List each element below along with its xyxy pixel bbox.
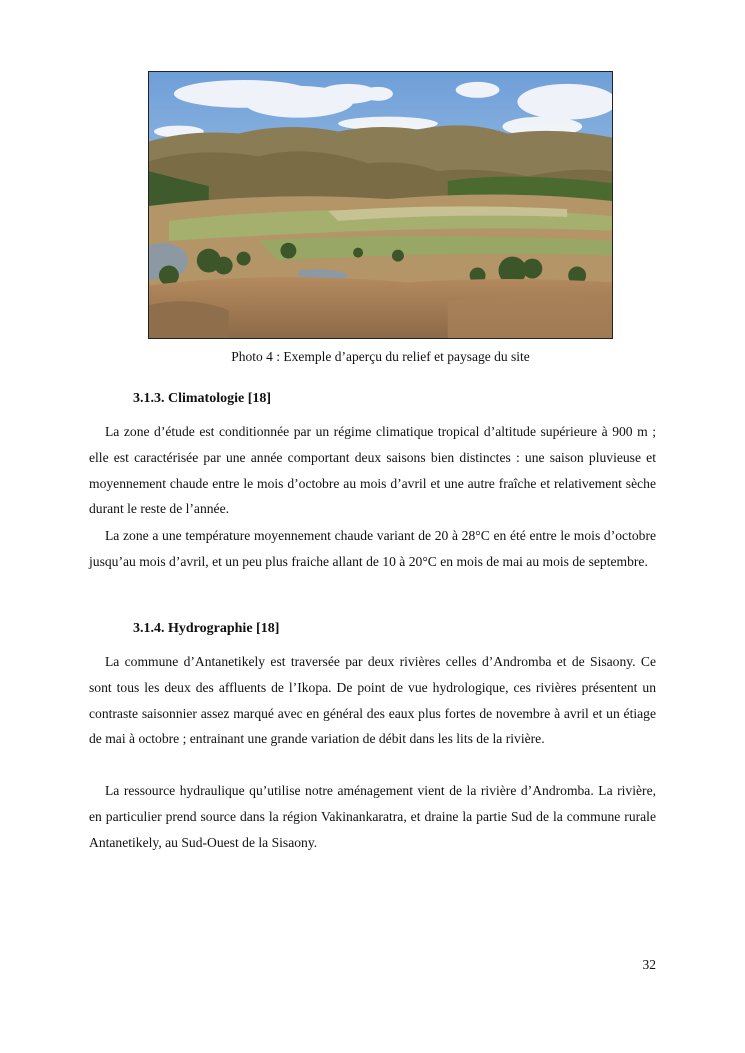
landscape-photo-icon — [149, 72, 612, 338]
paragraph-hydrographie-2: La ressource hydraulique qu’utilise notre aménagement vient de la rivière d’Andromba. La rivière, en particulier prend source dans la région Vakinankaratra, et draine la partie Sud de la commune rurale Antanetikely, au Sud-Ouest de la Sisaony. — [89, 783, 656, 850]
section-heading-climatologie: 3.1.3. Climatologie [18] — [133, 391, 272, 406]
photo-caption: Photo 4 : Exemple d’aperçu du relief et paysage du site — [231, 349, 530, 364]
section-heading-hydrographie: 3.1.4. Hydrographie [18] — [133, 621, 280, 636]
paragraph-climatologie-2: La zone a une température moyennement chaude variant de 20 à 28°C en été entre le mois d’octobre jusqu’au mois d’avril, et un peu plus fraiche allant de 10 à 20°C en mois de mai au mois de septembre. — [89, 528, 656, 569]
paragraph-hydrographie-1: La commune d’Antanetikely est traversée par deux rivières celles d’Andromba et de Sisaony. Ce sont tous les deux des affluents de l’Ikopa. De point de vue hydrologique, ces rivières présentent un contraste saisonnier assez marqué avec en général des eaux plus fortes de novembre à avril et un étiage de mai à octobre ; entrainant une grande variation de débit dans les lits de la rivière. — [89, 654, 656, 747]
paragraph-climatologie-1: La zone d’étude est conditionnée par un régime climatique tropical d’altitude supérieure à 900 m ; elle est caractérisée par une année comportant deux saisons bien distinctes : une saison pluvieuse et moyennement chaude entre le mois d’octobre au mois d’avril et une autre fraîche et relativement sèche durant le reste de l’année. — [89, 424, 656, 517]
landscape-photo — [148, 71, 613, 339]
page-number: 32 — [642, 957, 656, 972]
